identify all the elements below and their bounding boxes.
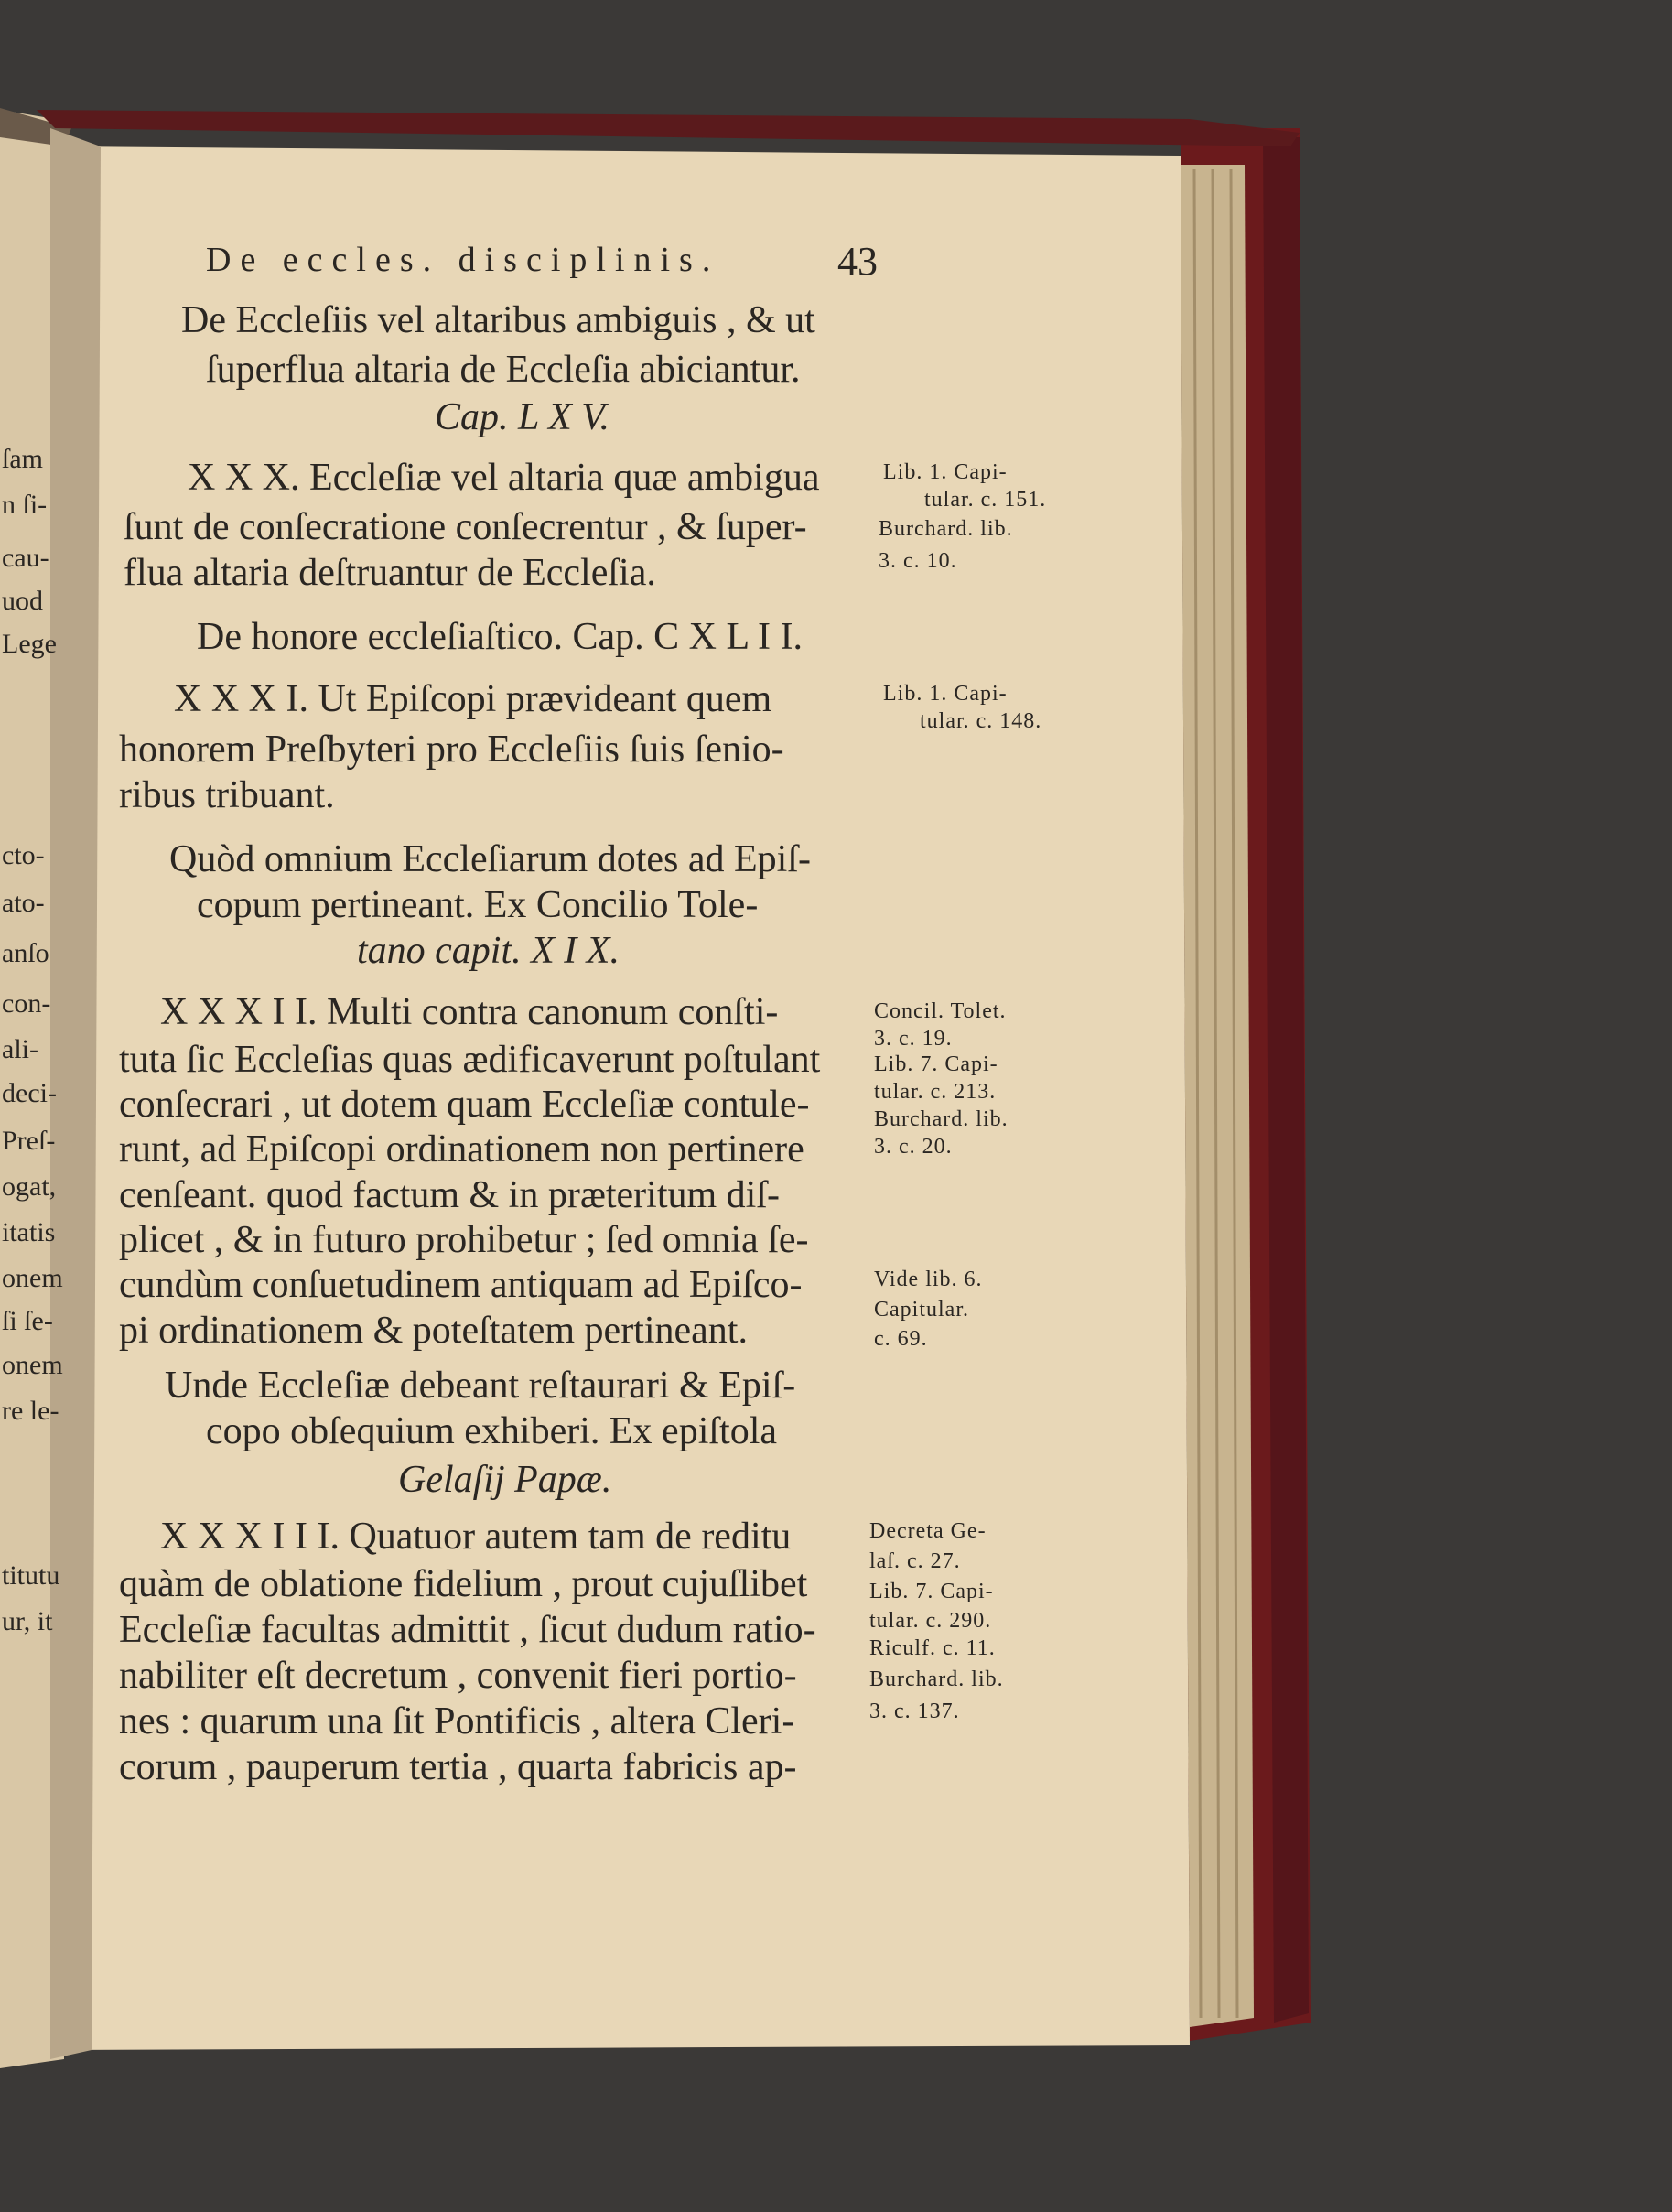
- left-page-fragment: anſo: [2, 938, 49, 968]
- margin-note-line: laſ. c. 27.: [869, 1549, 961, 1573]
- left-page-fragment: titutu: [2, 1560, 60, 1591]
- left-page-fragment: onem: [2, 1263, 63, 1293]
- left-page-fragment: ato-: [2, 888, 45, 918]
- body-line: flua altaria deſtruantur de Eccleſia.: [124, 552, 656, 594]
- left-page-fragment: ali-: [2, 1034, 38, 1064]
- body-line: X X X I. Ut Epiſcopi prævideant quem: [174, 678, 772, 720]
- margin-note-line: Vide lib. 6.: [874, 1268, 983, 1291]
- body-line: ribus tribuant.: [119, 774, 335, 816]
- left-page-fragment: re le-: [2, 1396, 59, 1426]
- left-page-fragment: uod: [2, 586, 43, 616]
- body-line: Eccleſiæ facultas admittit , ſicut dudum ratio-: [119, 1609, 816, 1651]
- margin-note-line: tular. c. 213.: [874, 1080, 997, 1104]
- margin-note-line: Riculf. c. 11.: [869, 1636, 996, 1660]
- body-line: tuta ſic Eccleſias quas ædificaverunt poſtulant: [119, 1039, 821, 1081]
- margin-note-line: tular. c. 148.: [920, 709, 1042, 733]
- body-line: honorem Preſbyteri pro Eccleſiis ſuis ſenio-: [119, 728, 784, 771]
- margin-note-line: Burchard. lib.: [874, 1107, 1009, 1131]
- margin-note-line: c. 69.: [874, 1327, 928, 1351]
- body-line: X X X. Eccleſiæ vel altaria quæ ambigua: [188, 457, 820, 499]
- left-page-fragment: ſam: [2, 444, 43, 474]
- section-title-line: tano capit. X I X.: [357, 930, 620, 972]
- running-head-title: De eccles. disciplinis.: [206, 241, 720, 279]
- body-line: quàm de oblatione fidelium , prout cujuſlibet: [119, 1563, 808, 1605]
- left-page-fragment: con-: [2, 988, 51, 1019]
- left-page-fragment: deci-: [2, 1078, 57, 1108]
- margin-note-line: Lib. 7. Capi-: [874, 1052, 998, 1076]
- page-number: 43: [837, 239, 878, 284]
- section-title-line: ſuperflua altaria de Eccleſia abiciantur.: [206, 349, 801, 391]
- margin-note-line: Lib. 1. Capi-: [883, 460, 1008, 484]
- body-line: ſunt de conſecratione conſecrentur , & ſuper-: [124, 506, 807, 548]
- section-title-line: De honore eccleſiaſtico. Cap. C X L I I.: [197, 616, 804, 658]
- margin-note-line: tular. c. 290.: [869, 1609, 992, 1633]
- section-title-line: De Eccleſiis vel altaribus ambiguis , & ut: [181, 299, 815, 341]
- margin-note-line: Concil. Tolet.: [874, 999, 1007, 1023]
- margin-note-line: Decreta Ge-: [869, 1519, 987, 1543]
- body-line: plicet , & in futuro prohibetur ; ſed omnia ſe-: [119, 1219, 809, 1261]
- left-page-fragment: ur, it: [2, 1606, 53, 1636]
- left-page-fragment: n ſi-: [2, 490, 48, 520]
- section-title-line: Cap. L X V.: [435, 396, 610, 438]
- margin-note-line: Burchard. lib.: [869, 1667, 1004, 1691]
- left-page-fragment: Preſ-: [2, 1126, 56, 1156]
- section-title-line: Gelaſij Papæ.: [398, 1459, 612, 1501]
- margin-note-line: 3. c. 137.: [869, 1699, 960, 1723]
- left-page-fragment: onem: [2, 1350, 63, 1380]
- margin-note-line: tular. c. 151.: [924, 488, 1047, 512]
- body-line: nabiliter eſt decretum , convenit fieri portio-: [119, 1655, 797, 1697]
- margin-note-line: Lib. 1. Capi-: [883, 682, 1008, 706]
- left-page-fragment: Lege: [2, 629, 57, 659]
- section-title-line: Unde Eccleſiæ debeant reſtaurari & Epiſ-: [165, 1365, 796, 1407]
- left-page-fragment: itatis: [2, 1217, 56, 1247]
- body-line: cundùm conſuetudinem antiquam ad Epiſco-: [119, 1264, 803, 1306]
- section-title-line: copum pertineant. Ex Concilio Tole-: [197, 884, 759, 926]
- body-line: X X X I I I. Quatuor autem tam de reditu: [160, 1516, 792, 1558]
- margin-note-line: 3. c. 19.: [874, 1027, 953, 1051]
- section-title-line: Quòd omnium Eccleſiarum dotes ad Epiſ-: [169, 838, 811, 880]
- body-line: nes : quarum una ſit Pontificis , altera Cleri-: [119, 1700, 795, 1743]
- margin-note-line: Lib. 7. Capi-: [869, 1580, 994, 1603]
- left-page-fragment: cau-: [2, 543, 49, 573]
- left-page-fragment: ogat,: [2, 1171, 57, 1202]
- section-title-line: copo obſequium exhiberi. Ex epiſtola: [206, 1410, 778, 1452]
- margin-note-line: 3. c. 20.: [874, 1135, 953, 1159]
- margin-note-line: Capitular.: [874, 1298, 969, 1322]
- body-line: corum , pauperum tertia , quarta fabricis ap-: [119, 1746, 797, 1788]
- margin-note-line: Burchard. lib.: [879, 517, 1013, 541]
- body-line: runt, ad Epiſcopi ordinationem non pertinere: [119, 1128, 804, 1171]
- margin-note-line: 3. c. 10.: [879, 549, 957, 573]
- body-line: cenſeant. quod factum & in præteritum diſ-: [119, 1174, 780, 1216]
- left-page-fragment: ſi ſe-: [2, 1306, 53, 1336]
- body-line: pi ordinationem & poteſtatem pertineant.: [119, 1310, 748, 1352]
- left-page-fragment: cto-: [2, 840, 45, 870]
- body-line: conſecrari , ut dotem quam Eccleſiæ contule-: [119, 1084, 810, 1126]
- body-line: X X X I I. Multi contra canonum conſti-: [160, 991, 779, 1033]
